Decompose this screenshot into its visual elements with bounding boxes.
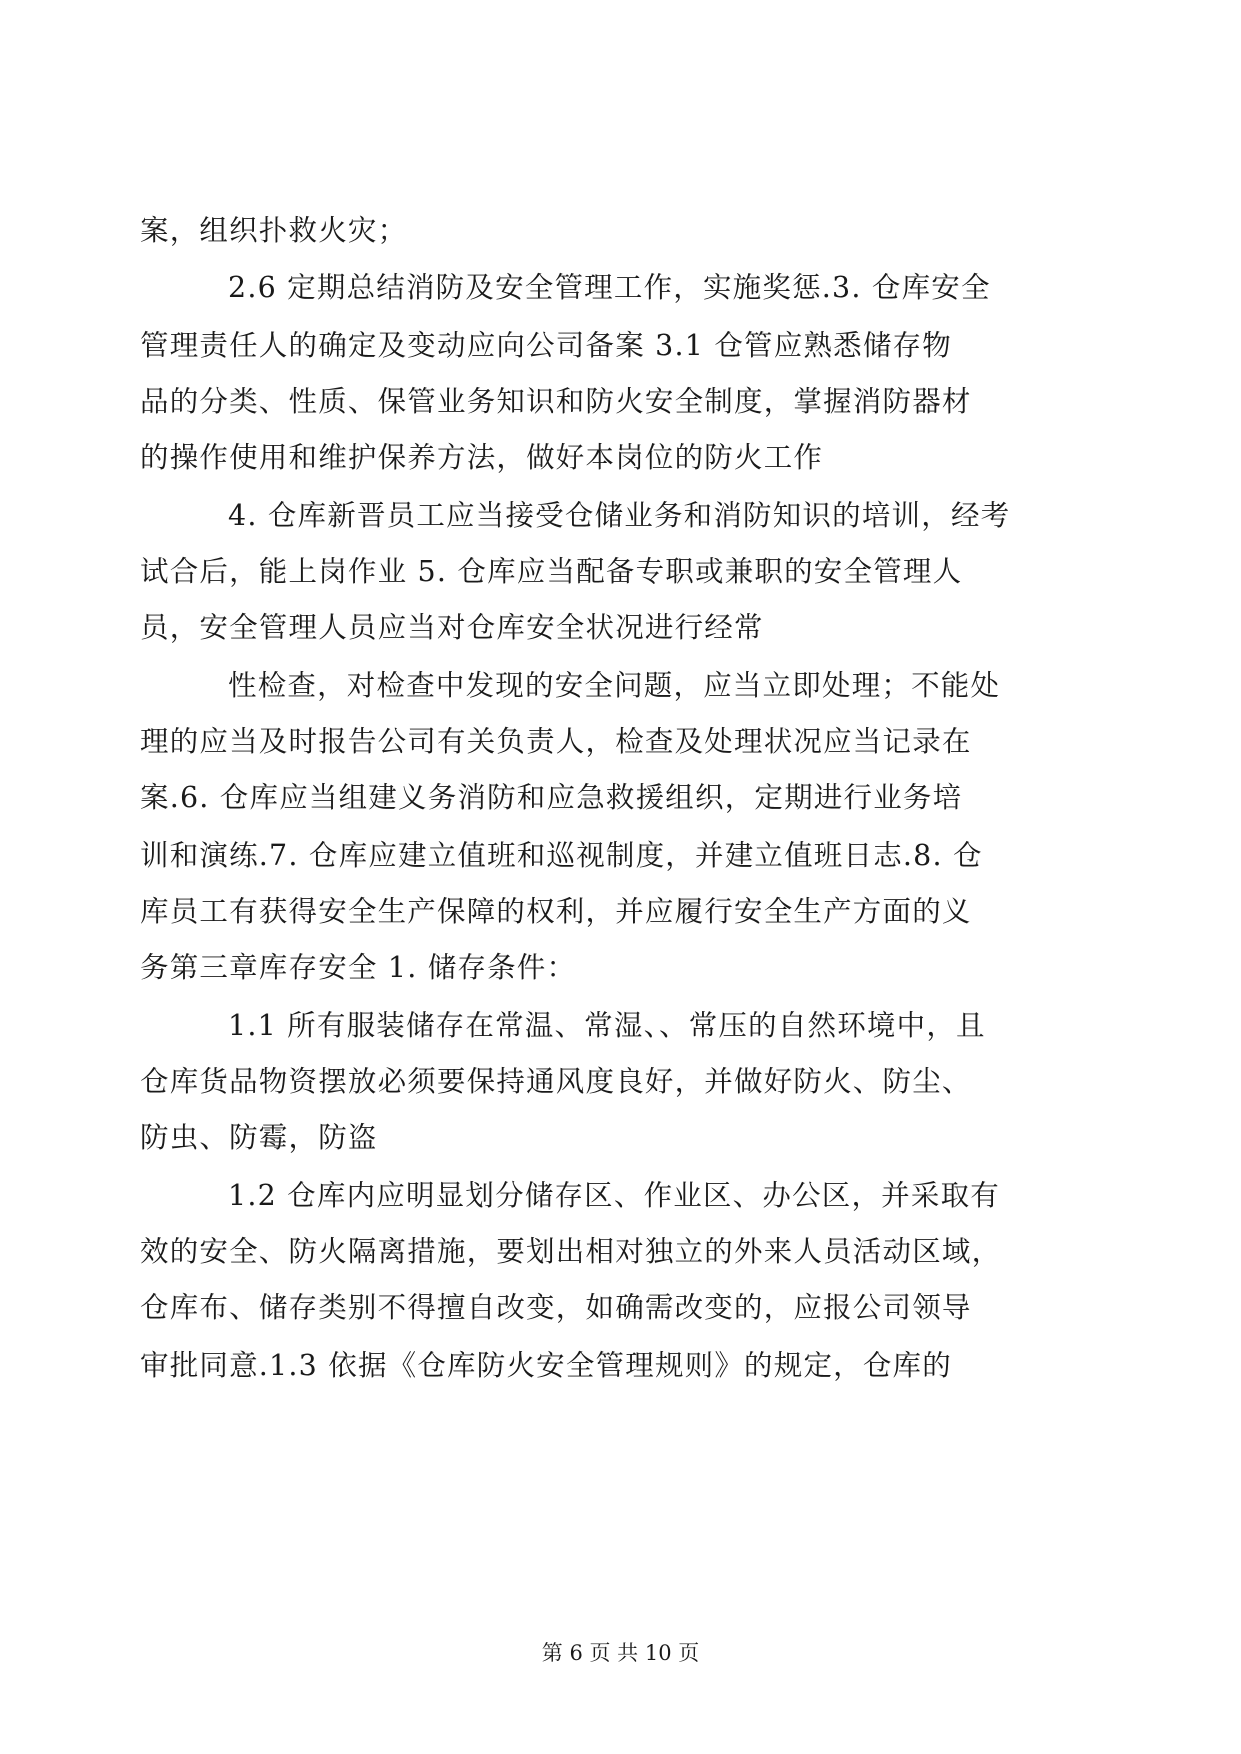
text-line: 性检查，对检查中发现的安全问题，应当立即处理；不能处 (228, 669, 1001, 702)
text-line: 管理责任人的确定及变动应向公司备案 3.1 仓管应熟悉储存物 (140, 329, 952, 362)
page-number-footer: 第 6 页 共 10 页 (541, 1641, 700, 1665)
text-line: 理的应当及时报告公司有关负责人，检查及处理状况应当记录在 (140, 725, 972, 758)
text-line: 库员工有获得安全生产保障的权利，并应履行安全生产方面的义 (140, 895, 972, 928)
text-line: 4. 仓库新晋员工应当接受仓储业务和消防知识的培训，经考 (228, 499, 1011, 532)
text-line: 2.6 定期总结消防及安全管理工作，实施奖惩.3. 仓库安全 (228, 271, 991, 304)
text-line: 试合后，能上岗作业 5. 仓库应当配备专职或兼职的安全管理人 (140, 555, 963, 588)
text-line: 效的安全、防火隔离措施，要划出相对独立的外来人员活动区域， (140, 1235, 1002, 1268)
text-line: 品的分类、性质、保管业务知识和防火安全制度，掌握消防器材 (140, 385, 972, 418)
text-line: 审批同意.1.3 依据《仓库防火安全管理规则》的规定，仓库的 (140, 1349, 952, 1382)
text-line: 员，安全管理人员应当对仓库安全状况进行经常 (140, 611, 764, 644)
text-line: 案，组织扑救火灾； (140, 214, 408, 247)
text-line: 仓库布、储存类别不得擅自改变，如确需改变的，应报公司领导 (140, 1291, 972, 1324)
text-line: 仓库货品物资摆放必须要保持通风度良好，并做好防火、防尘、 (140, 1065, 972, 1098)
text-line: 务第三章库存安全 1. 储存条件： (140, 951, 577, 984)
text-line: 训和演练.7. 仓库应建立值班和巡视制度，并建立值班日志.8. 仓 (140, 839, 983, 872)
text-line: 1.1 所有服装储存在常温、常湿、、常压的自然环境中，且 (228, 1009, 986, 1042)
text-line: 防虫、防霉，防盗 (140, 1121, 378, 1154)
text-line: 案.6. 仓库应当组建义务消防和应急救援组织，定期进行业务培 (140, 781, 963, 814)
text-line: 1.2 仓库内应明显划分储存区、作业区、办公区，并采取有 (228, 1179, 1000, 1212)
text-line: 的操作使用和维护保养方法，做好本岗位的防火工作 (140, 441, 824, 474)
